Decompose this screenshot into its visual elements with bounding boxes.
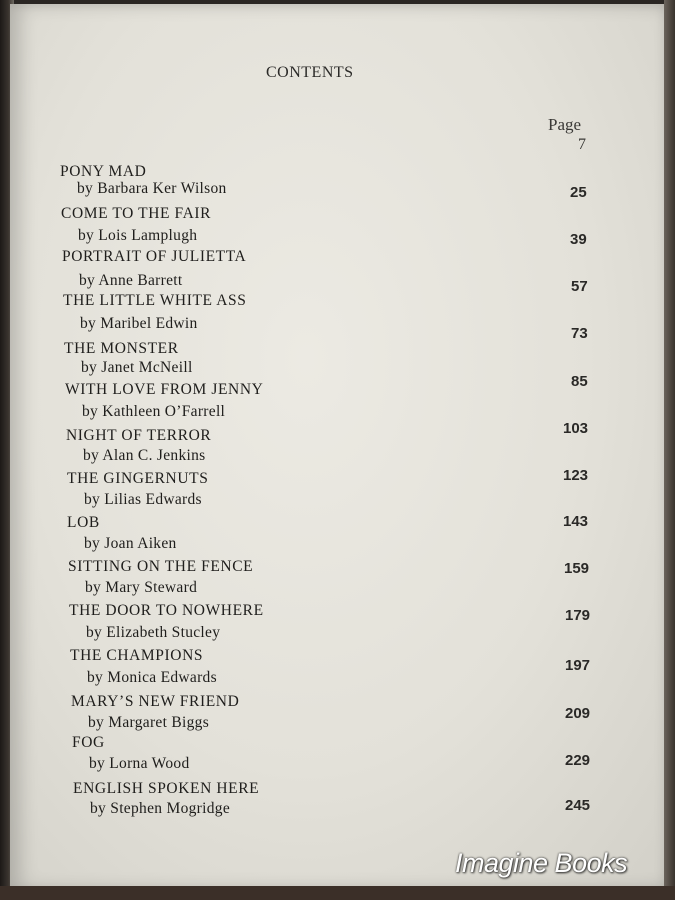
imagine-books-watermark: Imagine Books <box>455 848 628 878</box>
entry-title: THE LITTLE WHITE ASS <box>63 292 247 309</box>
entry-author: by Elizabeth Stucley <box>86 624 221 641</box>
entry-page-number: 245 <box>565 797 591 814</box>
entry-title: COME TO THE FAIR <box>61 205 212 222</box>
entry-title: MARY’S NEW FRIEND <box>71 693 240 710</box>
entry-author: by Janet McNeill <box>81 359 193 376</box>
contents-title: CONTENTS <box>266 64 354 81</box>
entry-page-number: 197 <box>565 657 591 674</box>
entry-author: by Kathleen O’Farrell <box>82 403 226 420</box>
book-cover-edge <box>0 886 675 900</box>
entry-author: by Mary Steward <box>85 579 198 596</box>
entry-title: THE MONSTER <box>64 340 179 357</box>
entry-author: by Alan C. Jenkins <box>83 447 206 464</box>
entry-author: by Monica Edwards <box>87 669 217 686</box>
entry-page-number: 159 <box>564 560 590 577</box>
entry-page-number: 73 <box>571 325 588 342</box>
entry-title: LOB <box>67 514 100 531</box>
entry-author: by Margaret Biggs <box>88 714 210 731</box>
entry-title: THE GINGERNUTS <box>67 470 209 487</box>
entry-title: ENGLISH SPOKEN HERE <box>73 780 260 797</box>
entry-author: by Stephen Mogridge <box>90 800 231 817</box>
entry-author: by Maribel Edwin <box>80 315 198 332</box>
page-column-header: Page <box>548 115 582 134</box>
entry-page-number: 103 <box>563 420 589 437</box>
entry-author: by Lois Lamplugh <box>78 227 198 244</box>
entry-title: WITH LOVE FROM JENNY <box>65 381 264 398</box>
entry-page-number: 57 <box>571 278 588 295</box>
entry-page-number: 25 <box>570 184 587 201</box>
entry-page-number: 123 <box>563 467 589 484</box>
entry-page-number: 209 <box>565 705 591 722</box>
entry-author: by Joan Aiken <box>84 535 177 552</box>
entry-title: SITTING ON THE FENCE <box>68 558 254 575</box>
first-page-number: 7 <box>578 136 586 153</box>
entry-author: by Lilias Edwards <box>84 491 202 508</box>
entry-page-number: 179 <box>565 607 591 624</box>
entry-author: by Barbara Ker Wilson <box>77 180 227 197</box>
entry-title: NIGHT OF TERROR <box>66 427 212 444</box>
entry-author: by Lorna Wood <box>89 755 190 772</box>
entry-title: FOG <box>72 734 105 751</box>
entry-page-number: 85 <box>571 373 588 390</box>
book-edge <box>664 0 675 900</box>
entry-title: PONY MAD <box>60 163 147 180</box>
entry-title: THE CHAMPIONS <box>70 647 204 664</box>
entry-title: PORTRAIT OF JULIETTA <box>62 248 247 265</box>
entry-page-number: 143 <box>563 513 589 530</box>
entry-author: by Anne Barrett <box>79 272 183 289</box>
entry-page-number: 39 <box>570 231 587 248</box>
entry-title: THE DOOR TO NOWHERE <box>69 602 264 619</box>
entry-page-number: 229 <box>565 752 591 769</box>
